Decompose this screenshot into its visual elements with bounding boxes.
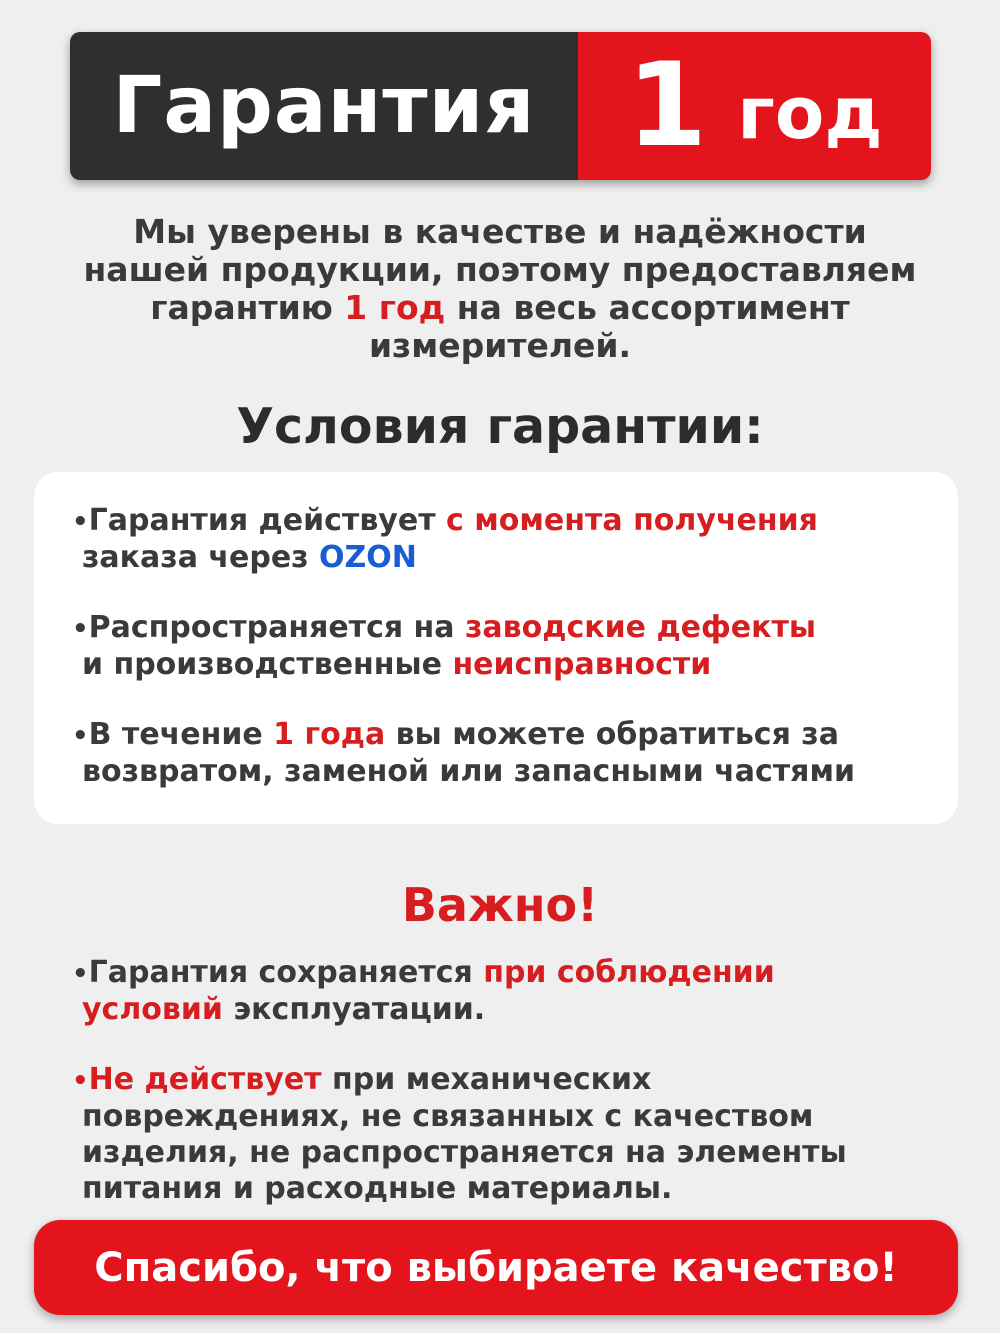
banner-number: 1	[626, 38, 708, 173]
condition-text: В течение	[88, 717, 274, 752]
bullet: •	[72, 507, 89, 537]
important-line2	[72, 992, 952, 1028]
banner-duration	[578, 32, 931, 180]
important-highlight: Не действует	[88, 1062, 322, 1097]
condition-text: Гарантия действует	[88, 503, 447, 538]
condition-item	[72, 717, 952, 790]
intro-text-part: гарантию	[150, 288, 345, 327]
condition-highlight: 1 года	[273, 717, 386, 752]
important-line: повреждениях, не связанных с качеством	[82, 1099, 814, 1134]
intro-line: Мы уверены в качестве и надёжности	[133, 212, 867, 251]
condition-text: и производственные	[82, 647, 453, 682]
condition-line2	[72, 540, 952, 576]
banner-unit: год	[737, 71, 883, 155]
thank-you-banner: Спасибо, что выбираете качество!	[34, 1220, 958, 1315]
intro-line: нашей продукции, поэтому предоставляем	[83, 250, 917, 289]
condition-item	[72, 503, 952, 576]
important-line: питания и расходные материалы.	[82, 1171, 673, 1206]
important-line: изделия, не распространяется на элементы	[82, 1135, 847, 1170]
intro-text	[40, 213, 960, 365]
condition-text: Распространяется на	[88, 610, 465, 645]
bullet: •	[72, 614, 89, 644]
important-item	[72, 955, 952, 1028]
bullet: •	[72, 721, 89, 751]
condition-line2: возвратом, заменой или запасными частями	[82, 754, 855, 789]
condition-item	[72, 610, 952, 683]
important-text: при механических	[321, 1062, 652, 1097]
conditions-title: Условия гарантии:	[236, 398, 764, 455]
important-text: Гарантия сохраняется	[88, 955, 484, 990]
important-text: эксплуатации.	[222, 992, 486, 1027]
condition-highlight: неисправности	[452, 647, 712, 682]
condition-text: заказа через	[82, 540, 320, 575]
bullet: •	[72, 959, 89, 989]
intro-line: измерителей.	[368, 326, 632, 365]
bullet: •	[72, 1066, 89, 1096]
important-highlight: условий	[82, 992, 223, 1027]
intro-line	[40, 289, 960, 327]
ozon-highlight: OZON	[319, 540, 417, 575]
condition-highlight: заводские дефекты	[464, 610, 817, 645]
warranty-banner	[70, 32, 931, 180]
banner-label: Гарантия	[70, 32, 578, 180]
intro-text-part: на весь ассортимент	[445, 288, 850, 327]
condition-highlight: с момента получения	[446, 503, 818, 538]
important-highlight: при соблюдении	[483, 955, 775, 990]
intro-highlight: 1 год	[344, 288, 446, 327]
condition-line2	[72, 647, 952, 683]
condition-text: вы можете обратиться за	[385, 717, 839, 752]
important-title: Важно!	[401, 878, 599, 932]
important-item	[72, 1062, 952, 1207]
